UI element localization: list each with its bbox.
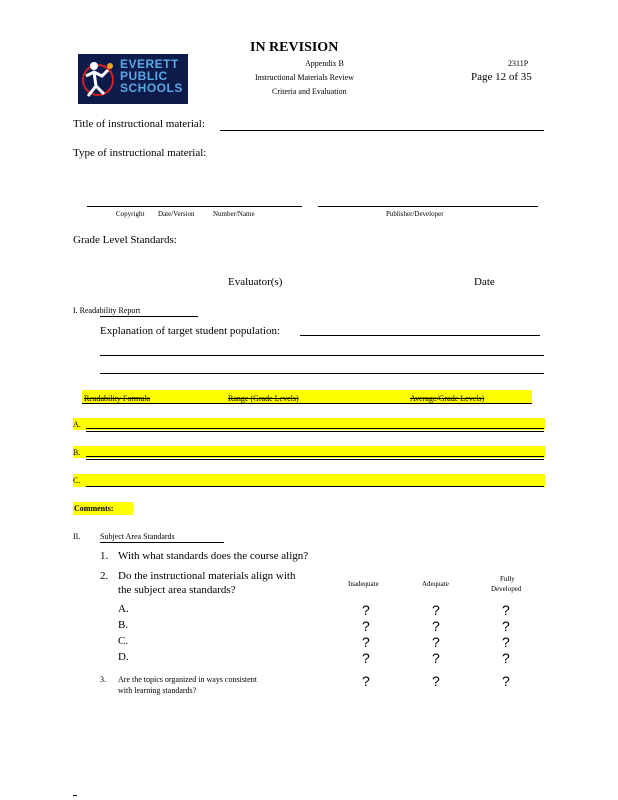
- explanation-line-2[interactable]: [100, 355, 544, 356]
- logo-text-public: PUBLIC: [120, 69, 168, 83]
- question-2-line-1: Do the instructional materials align with: [118, 570, 296, 582]
- row-b-label: B.: [73, 448, 81, 457]
- adequate-column-header: Adequate: [422, 580, 449, 588]
- question-2-number: 2.: [100, 570, 109, 582]
- range-column-header: Range (Grade Levels): [228, 394, 299, 403]
- question-3-inadequate-checkbox[interactable]: ?: [362, 673, 370, 689]
- row-a-line-1[interactable]: [86, 428, 544, 429]
- readability-heading-underline: [100, 316, 198, 317]
- logo-figure-icon: [78, 54, 120, 104]
- item-b-fully-developed-checkbox[interactable]: ?: [502, 618, 510, 634]
- item-b-label: B.: [118, 619, 129, 631]
- comments-label: Comments:: [74, 504, 114, 513]
- row-c-label: C.: [73, 476, 81, 485]
- question-3-number: 3.: [100, 675, 106, 684]
- publisher-field-line[interactable]: [318, 206, 538, 207]
- question-3-adequate-checkbox[interactable]: ?: [432, 673, 440, 689]
- question-1-number: 1.: [100, 550, 109, 562]
- page-footer-mark: [73, 795, 77, 796]
- item-c-label: C.: [118, 635, 129, 647]
- copyright-caption: Copyright: [116, 210, 145, 218]
- title-field-label: Title of instructional material:: [73, 118, 205, 130]
- readability-heading: I. Readability Report: [73, 306, 141, 315]
- grade-level-label: Grade Level Standards:: [73, 234, 177, 246]
- publisher-caption: Publisher/Developer: [386, 210, 444, 218]
- document-code: 2311P: [508, 59, 529, 68]
- section-2-number: II.: [73, 532, 81, 541]
- table-header-underline: [82, 403, 532, 404]
- average-column-header: Average/Grade Levels): [410, 394, 485, 403]
- subject-area-heading: Subject Area Standards: [100, 532, 175, 541]
- question-3-line-2: with learning standards?: [118, 686, 197, 695]
- inadequate-column-header: Inadequate: [348, 580, 379, 588]
- formula-column-header: Readability Formula: [84, 394, 150, 403]
- logo-text-schools: SCHOOLS: [120, 81, 183, 95]
- question-1-text: With what standards does the course align?: [118, 550, 309, 562]
- logo-text-everett: EVERETT: [120, 57, 179, 71]
- item-b-inadequate-checkbox[interactable]: ?: [362, 618, 370, 634]
- item-c-fully-developed-checkbox[interactable]: ?: [502, 634, 510, 650]
- item-c-inadequate-checkbox[interactable]: ?: [362, 634, 370, 650]
- appendix-label: Appendix B: [305, 59, 344, 68]
- explanation-line-3[interactable]: [100, 373, 544, 374]
- date-version-caption: Date/Version: [158, 210, 195, 218]
- item-a-inadequate-checkbox[interactable]: ?: [362, 602, 370, 618]
- title-field-line[interactable]: [220, 130, 544, 131]
- type-field-label: Type of instructional material:: [73, 147, 207, 159]
- question-3-fully-developed-checkbox[interactable]: ?: [502, 673, 510, 689]
- item-d-adequate-checkbox[interactable]: ?: [432, 650, 440, 666]
- page-number: Page 12 of 35: [471, 71, 532, 83]
- subtitle-line-2: Criteria and Evaluation: [272, 87, 347, 96]
- item-d-fully-developed-checkbox[interactable]: ?: [502, 650, 510, 666]
- item-d-label: D.: [118, 651, 129, 663]
- item-a-fully-developed-checkbox[interactable]: ?: [502, 602, 510, 618]
- item-a-label: A.: [118, 603, 129, 615]
- item-b-adequate-checkbox[interactable]: ?: [432, 618, 440, 634]
- explanation-label: Explanation of target student population:: [100, 325, 281, 337]
- item-a-adequate-checkbox[interactable]: ?: [432, 602, 440, 618]
- item-c-adequate-checkbox[interactable]: ?: [432, 634, 440, 650]
- evaluators-label: Evaluator(s): [228, 276, 283, 288]
- date-label: Date: [474, 276, 495, 288]
- row-a-line-2[interactable]: [86, 431, 544, 432]
- row-c-line[interactable]: [86, 486, 544, 487]
- subtitle-line-1: Instructional Materials Review: [255, 73, 355, 82]
- fully-developed-header-2: Developed: [491, 585, 522, 593]
- row-a-label: A.: [73, 420, 81, 429]
- row-b-line-2[interactable]: [86, 459, 544, 460]
- fully-developed-header-1: Fully: [500, 575, 515, 583]
- number-name-caption: Number/Name: [213, 210, 255, 218]
- question-2-line-2: the subject area standards?: [118, 584, 236, 596]
- explanation-line-1[interactable]: [300, 335, 540, 336]
- row-b-line-1[interactable]: [86, 456, 544, 457]
- question-3-line-1: Are the topics organized in ways consistent: [118, 675, 257, 684]
- everett-public-schools-logo: [78, 54, 188, 104]
- page-title: IN REVISION: [250, 40, 339, 55]
- item-d-inadequate-checkbox[interactable]: ?: [362, 650, 370, 666]
- copyright-field-line[interactable]: [87, 206, 302, 207]
- subject-area-heading-underline: [100, 542, 224, 543]
